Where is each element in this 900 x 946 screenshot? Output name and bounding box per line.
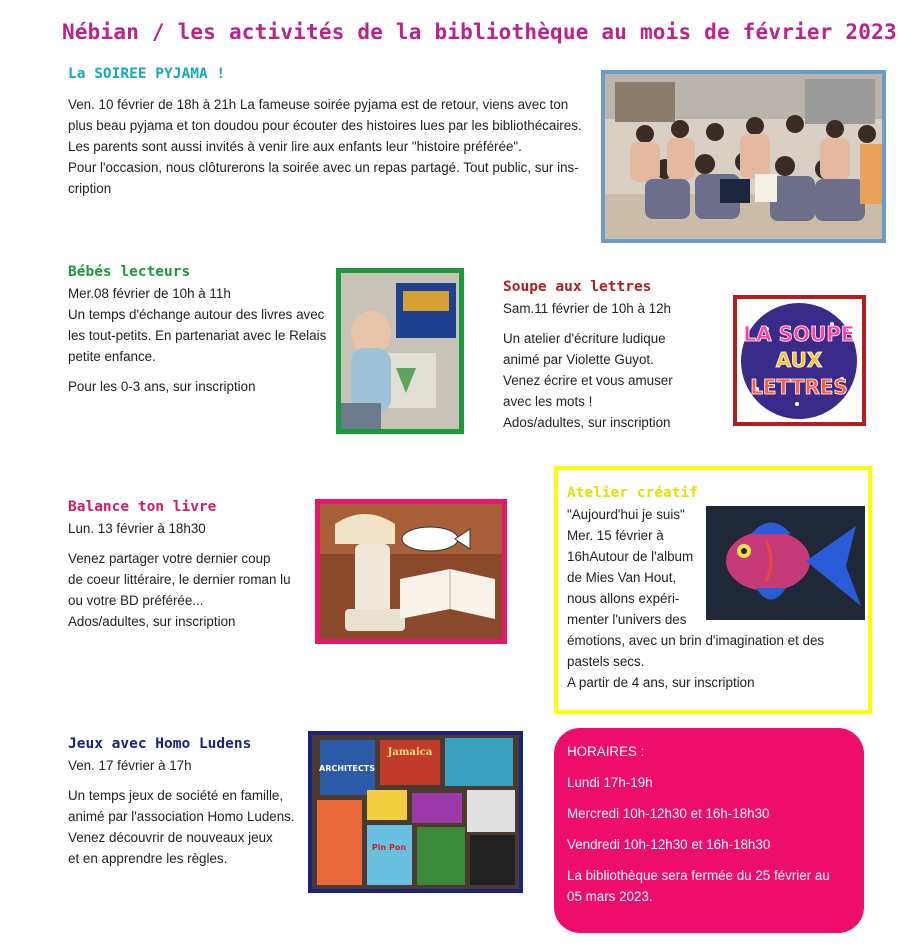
balance-text (68, 518, 291, 632)
pyjama-line: Les parents sont aussi invités à venir lire aux enfants leur "histoire préférée". (68, 139, 522, 154)
bebes-text (68, 283, 326, 397)
soupe-line: Venez écrire et vous amuser (503, 373, 673, 388)
balance-date: Lun. 13 février à 18h30 (68, 521, 206, 536)
jeux-line: et en apprendre les règles. (68, 851, 228, 866)
bebes-photo (336, 268, 464, 434)
atelier-line: nous allons expéri- (567, 591, 680, 606)
jeux-line: Venez découvrir de nouveaux jeux (68, 830, 273, 845)
pyjama-line: Pour l'occasion, nous clôturerons la soirée avec un repas partagé. Tout public, sur ins- (68, 160, 579, 175)
balance-photo (315, 499, 507, 644)
jeux-photo (308, 731, 523, 893)
atelier-line: A partir de 4 ans, sur inscription (567, 675, 755, 690)
atelier-line: menter l'univers des (567, 612, 687, 627)
jeux-box-label: Pin Pon (371, 843, 407, 852)
pyjama-title: La SOIREE PYJAMA ! (68, 66, 226, 82)
jeux-date: Ven. 17 février à 17h (68, 758, 192, 773)
horaires-box (554, 728, 864, 933)
balance-line: de coeur littéraire, le dernier roman lu (68, 572, 291, 587)
soupe-logo-line1: LA SOUPE (743, 322, 855, 346)
balance-title: Balance ton livre (68, 499, 217, 515)
horaires-note-line1: La bibliothèque sera fermée du 25 février au (567, 868, 830, 883)
bebes-date: Mer.08 février de 10h à 11h (68, 286, 231, 301)
jeux-text (68, 755, 295, 869)
soupe-line: Un atelier d'écriture ludique (503, 331, 666, 346)
atelier-line: Mer. 15 février à (567, 528, 664, 543)
soupe-text (503, 298, 673, 433)
horaires-lundi: Lundi 17h-19h (567, 775, 653, 790)
atelier-line: "Aujourd'hui je suis" (567, 507, 685, 522)
atelier-line: 16hAutour de l'album (567, 549, 694, 564)
horaires-note-line2: 05 mars 2023. (567, 889, 653, 904)
horaires-vendredi: Vendredi 10h-12h30 et 16h-18h30 (567, 837, 771, 852)
bebes-line: les tout-petits. En partenariat avec le Relais (68, 328, 327, 343)
atelier-fish-drawing (706, 506, 865, 620)
bebes-title: Bébés lecteurs (68, 264, 191, 280)
soupe-line: avec les mots ! (503, 394, 593, 409)
soupe-logo (733, 295, 866, 426)
pyjama-photo (601, 70, 886, 243)
atelier-line: de Mies Van Hout, (567, 570, 677, 585)
jeux-line: animé par l'association Homo Ludens. (68, 809, 295, 824)
atelier-title: Atelier créatif (567, 485, 698, 501)
soupe-logo-line2: AUX (775, 348, 823, 372)
jeux-box-label: Jamaica (387, 747, 433, 758)
soupe-date: Sam.11 février de 10h à 12h (503, 301, 671, 316)
bebes-line: petite enfance. (68, 349, 156, 364)
page-title: Nébian / les activités de la bibliothèque au mois de février 2023 (62, 20, 897, 44)
soupe-line: animé par Violette Guyot. (503, 352, 654, 367)
pyjama-line: Ven. 10 février de 18h à 21h La fameuse soirée pyjama est de retour, viens avec ton (68, 97, 569, 112)
atelier-line: pastels secs. (567, 654, 645, 669)
soupe-line: Ados/adultes, sur inscription (503, 415, 671, 430)
pyjama-line: cription (68, 181, 112, 196)
pyjama-text (68, 94, 582, 199)
bebes-line: Un temps d'échange autour des livres avec (68, 307, 325, 322)
jeux-line: Un temps jeux de société en famille, (68, 788, 284, 803)
jeux-title: Jeux avec Homo Ludens (68, 736, 252, 752)
balance-line: Ados/adultes, sur inscription (68, 614, 236, 629)
pyjama-line: plus beau pyjama et ton doudou pour écouter des histoires lues par les bibliothécaires. (68, 118, 582, 133)
bebes-audience: Pour les 0-3 ans, sur inscription (68, 379, 256, 394)
horaires-mercredi: Mercredi 10h-12h30 et 16h-18h30 (567, 806, 770, 821)
balance-line: Venez partager votre dernier coup (68, 551, 271, 566)
jeux-box-label: ARCHITECTS (319, 764, 375, 773)
atelier-line: émotions, avec un brin d'imagination et des (567, 633, 825, 648)
balance-line: ou votre BD préférée... (68, 593, 204, 608)
soupe-title: Soupe aux lettres (503, 279, 652, 295)
horaires-title: HORAIRES : (567, 744, 645, 759)
soupe-logo-line3: LETTRES (750, 375, 848, 399)
